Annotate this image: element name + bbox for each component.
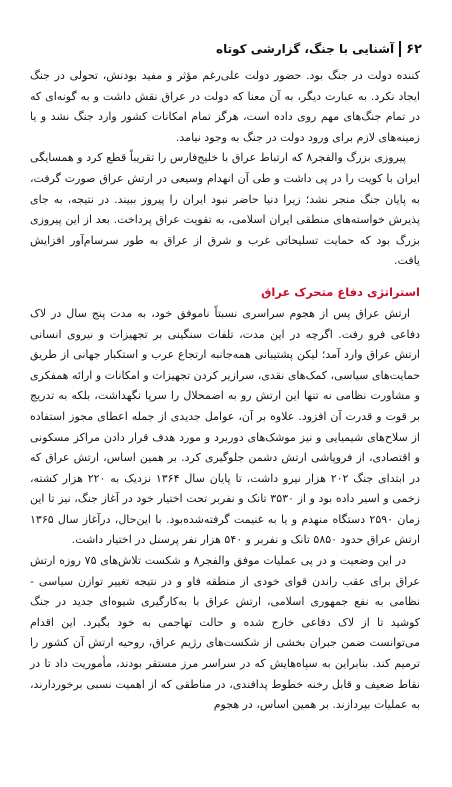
page-body [30,66,420,716]
running-title: آشنایی با جنگ، گزارشی کوتاه [216,42,395,56]
page-number: ۶۲ [406,41,422,57]
header-divider [399,41,401,57]
paragraph: در این وضعیت و در پی عملیات موفق والفجر۸ و شکست تلاش‌های ۷۵ روزه ارتش عراق برای عقب راندن قوای خودی از منطقه فاو و در نتیجه تغییر توازن سیاسی - نظامی به نفع جمهوری اسلامی، ارتش عراق با به‌کارگیری شیوه‌ای جدید در جنگ کوشید تا از لاک دفاعی خارج شده و حالت تهاجمی به خود بگیرد. این اقدام می‌توانست ضمن جبران بخشی از شکست‌های رژیم عراق، روحیه ارتش آن کشور را ترمیم کند. بنابراین به سپاه‌هایش که در سراسر مرز مستقر بودند، مأموریت داد تا در نقاط ضعیف و قابل رخنه خطوط پدافندی، در مناطقی که از اهمیت نسبی برخوردارند، به عملیات بپردازند. بر همین اساس، در هجوم [30,554,420,712]
paragraph: ارتش عراق پس از هجوم سراسری نسبتاً ناموفق خود، به مدت پنج سال در لاک دفاعی فرو رفت. اگرچه در این مدت، تلفات سنگینی بر تجهیزات و نیروی انسانی ارتش عراق وارد آمد؛ لیکن پشتیبانی همه‌جانبه ارتجاع عرب و استکبار جهانی از طریق حمایت‌های سیاسی، کمک‌های نقدی، سرازیر کردن تجهیزات و امکانات و ارائه همفکری و مشاورت نظامی نه تنها این ارتش رو به اضمحلال را سرپا نگهداشت، بلکه به تدریج بر قوت و قدرت آن افزود. علاوه بر آن، عوامل جدیدی از جمله اعطای مجوز استفاده از سلاح‌های شیمیایی و نیز موشک‌های دوربرد و مورد هدف قرار دادن مراکز مسکونی و اقتصادی، از فروپاشی ارتش دشمن جلوگیری کرد. بر همین اساس، ارتش عراق که در ابتدای جنگ ۲۰۲ هزار نیرو داشت، تا پایان سال ۱۳۶۴ نزدیک به ۲۲۰ هزار کشته، زخمی و اسیر داده بود و از ۳۵۳۰ تانک و نفربر تحت اختیار خود در آغاز جنگ، نیز تا این زمان ۲۵۹۰ دستگاه منهدم و یا به غنیمت گرفته‌شده‌بود. با این‌حال، درآغاز سال ۱۳۶۵ ارتش عراق حدود ۵۸۵۰ تانک و نفربر و ۵۴۰ هزار نفر پرسنل در اختیار داشت. [30,306,420,547]
page-header [30,38,422,60]
paragraph: پیروزی بزرگ والفجر۸ که ارتباط عراق با خلیج‌فارس را تقریباً قطع کرد و همسایگی ایران با کویت را در پی داشت و طی آن انهدام وسیعی در ارتش عراق صورت گرفت، به پایان جنگ منجر نشد؛ زیرا دنیا حاضر نبود ایران را پیروز ببیند. در نتیجه، به جای پذیرش خواسته‌های منطقی ایران اسلامی، به تقویت عراق پرداخت. بعد از این پیروزی بزرگ بود که حمایت تسلیحاتی غرب و شرق از عراق به طور سرسام‌آور افزایش یافت. [30,151,420,268]
paragraph: کننده دولت در جنگ بود. حضور دولت علی‌رغم مؤثر و مفید بودنش، تحولی در جنگ ایجاد نکرد. به عبارت دیگر، به آن معنا که دولت در عراق نقش داشت و به گونه‌ای که در تمام جنگ‌های مهم روی داده است، هرگز تمام امکانات کشور وارد جنگ نشد و یا زمینه‌های لازم برای ورود دولت در جنگ به وجود نیامد. [30,69,420,144]
section-heading: استراتژی دفاع متحرک عراق [261,284,420,299]
